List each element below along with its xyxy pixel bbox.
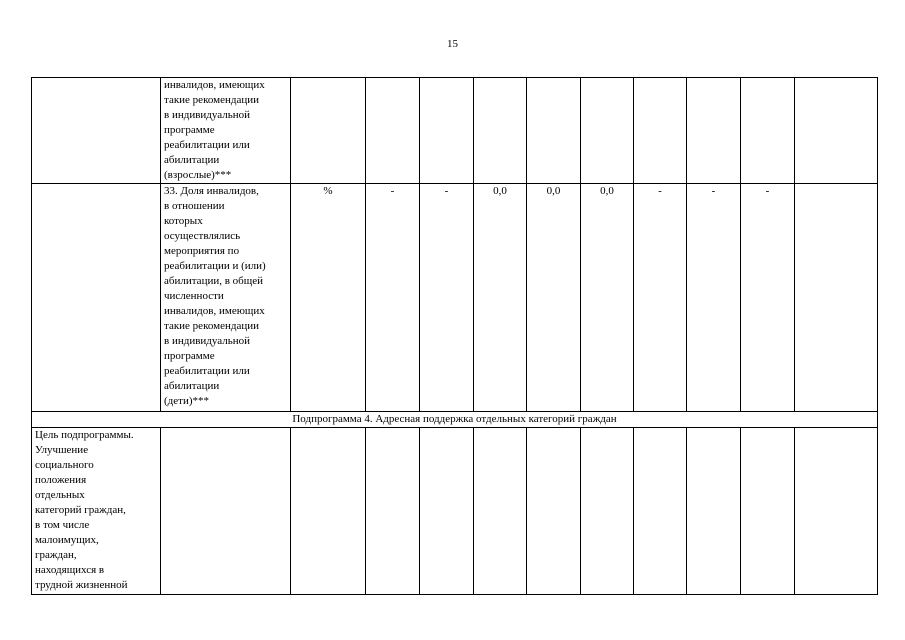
value-cell: 0,0 xyxy=(474,184,527,412)
value-cell xyxy=(366,428,420,595)
value-cell xyxy=(474,428,527,595)
value-cell xyxy=(634,78,687,184)
table-row xyxy=(32,78,878,184)
value-cell: - xyxy=(741,184,795,412)
goal-cell: Цель подпрограммы. Улучшение социального положения отдельных категорий граждан, в том числе малоимущих, граждан, находящихся в трудной жизненной xyxy=(32,428,161,595)
value-cell xyxy=(795,428,878,595)
value-cell: - xyxy=(366,184,420,412)
indicator-cell xyxy=(161,428,291,595)
subprogram-row xyxy=(32,412,878,428)
subprogram-header: Подпрограмма 4. Адресная поддержка отдельных категорий граждан xyxy=(32,412,878,428)
goal-cell xyxy=(32,78,161,184)
value-cell xyxy=(474,78,527,184)
value-cell xyxy=(741,78,795,184)
value-cell: 0,0 xyxy=(527,184,581,412)
value-cell: 0,0 xyxy=(581,184,634,412)
indicator-cell: 33. Доля инвалидов, в отношении которых осуществлялись мероприятия по реабилитации и (или) абилитации, в общей численности инвалидов, имеющих такие рекомендации в индивидуальной программе реабилитации или абилитации (дети)*** xyxy=(161,184,291,412)
value-cell xyxy=(527,428,581,595)
value-cell xyxy=(581,78,634,184)
goal-cell xyxy=(32,184,161,412)
indicators-table xyxy=(31,77,878,595)
unit-cell xyxy=(291,428,366,595)
value-cell xyxy=(741,428,795,595)
value-cell xyxy=(687,78,741,184)
value-cell xyxy=(634,428,687,595)
value-cell xyxy=(366,78,420,184)
value-cell xyxy=(527,78,581,184)
table-row xyxy=(32,184,878,412)
indicator-cell: инвалидов, имеющих такие рекомендации в индивидуальной программе реабилитации или абилитации (взрослые)*** xyxy=(161,78,291,184)
value-cell xyxy=(420,78,474,184)
value-cell: - xyxy=(420,184,474,412)
value-cell xyxy=(795,78,878,184)
table-row xyxy=(32,428,878,595)
value-cell: - xyxy=(687,184,741,412)
unit-cell xyxy=(291,78,366,184)
value-cell xyxy=(687,428,741,595)
value-cell: - xyxy=(634,184,687,412)
value-cell xyxy=(581,428,634,595)
page-number: 15 xyxy=(447,38,458,50)
unit-cell: % xyxy=(291,184,366,412)
value-cell xyxy=(420,428,474,595)
value-cell xyxy=(795,184,878,412)
